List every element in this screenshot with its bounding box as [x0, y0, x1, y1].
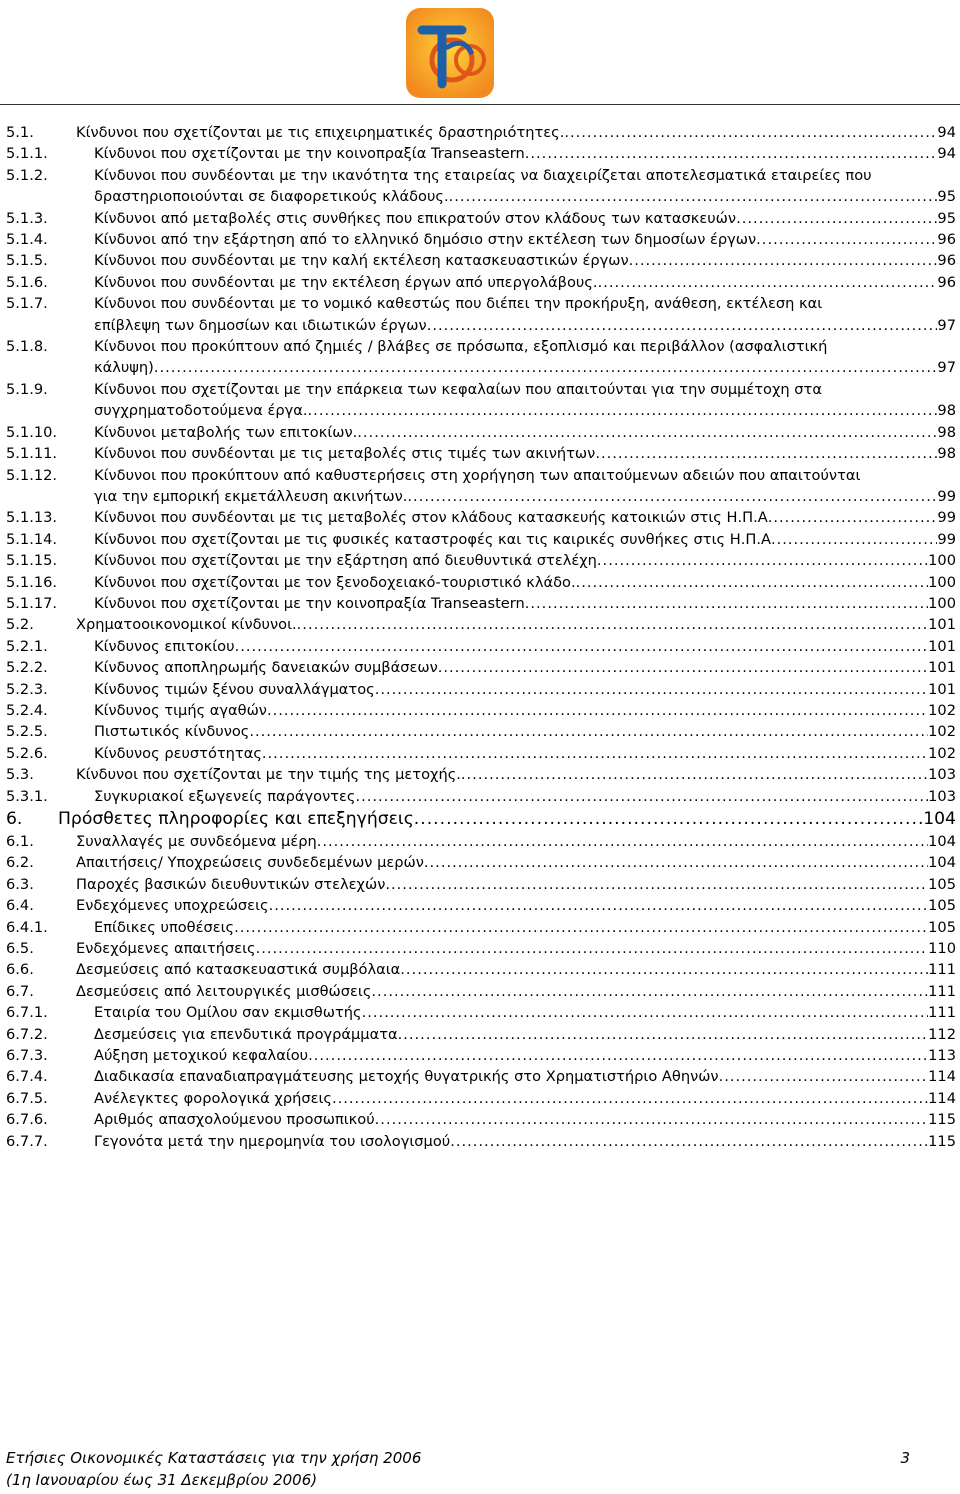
toc-page-number: 103 — [928, 766, 956, 784]
toc-page-number: 97 — [937, 359, 956, 377]
toc-page-number: 98 — [937, 402, 956, 420]
toc-page-number: 102 — [928, 723, 956, 741]
toc-entry[interactable] — [6, 1088, 956, 1109]
dot-leader — [564, 122, 937, 143]
toc-page-number: 104 — [928, 833, 956, 850]
dot-leader — [267, 700, 928, 721]
toc-entry[interactable] — [6, 614, 956, 635]
toc-entry-title: Πιστωτικός κίνδυνος — [94, 723, 250, 741]
dot-leader — [235, 636, 929, 657]
footer-period: (1η Ιανουαρίου έως 31 Δεκεμβρίου 2006) — [6, 1471, 318, 1489]
toc-entry-title: Κίνδυνοι που σχετίζονται με τον ξενοδοχειακό-τουριστικό κλάδο. — [94, 573, 576, 591]
toc-entry[interactable] — [6, 895, 956, 916]
toc-page-number: 102 — [928, 701, 956, 719]
dot-leader — [269, 895, 929, 916]
toc-entry[interactable] — [6, 379, 956, 422]
dot-leader — [371, 981, 928, 1002]
toc-entry-title: Κίνδυνοι που προκύπτουν από ζημιές / βλάβες σε πρόσωπα, εξοπλισμό και περιβάλλον (ασφαλιστική — [94, 338, 828, 356]
toc-entry-title: Κίνδυνοι που σχετίζονται με τις επιχειρηματικές δραστηριότητες. — [76, 124, 565, 141]
toc-entry-title: Παροχές βασικών διευθυντικών στελεχών — [76, 875, 386, 893]
toc-entry-number: 5.1.6. — [6, 273, 48, 291]
toc-entry-number: 6.7. — [6, 982, 34, 1000]
toc-entry-number: 5.2.4. — [6, 701, 48, 719]
toc-entry[interactable] — [6, 272, 956, 293]
toc-entry-number: 5.1.14. — [6, 530, 58, 548]
toc-page-number: 99 — [937, 530, 956, 548]
toc-entry-number: 6.3. — [6, 875, 34, 893]
dot-leader — [424, 852, 928, 873]
toc-entry-number: 5.1.12. — [6, 466, 58, 484]
dot-leader — [756, 229, 937, 250]
toc-entry-number: 5.1.16. — [6, 573, 58, 591]
toc-entry[interactable] — [6, 764, 956, 785]
toc-entry-number: 6.7.2. — [6, 1025, 48, 1043]
dot-leader — [407, 486, 937, 507]
toc-entry[interactable] — [6, 593, 956, 614]
toc-page-number: 105 — [928, 918, 956, 936]
toc-entry-title: Κίνδυνοι που προκύπτουν από καθυστερήσεις στη χορήγηση των απαιτούμενων αδειών που απαιτούνται — [94, 466, 861, 484]
toc-entry-title: δραστηριοποιούνται σε διαφορετικούς κλάδους. — [94, 188, 449, 206]
toc-entry-title: Εταιρία του Ομίλου σαν εκμισθωτής — [94, 1004, 362, 1022]
dot-leader — [525, 143, 938, 164]
toc-entry[interactable] — [6, 938, 956, 959]
toc-entry[interactable] — [6, 529, 956, 550]
toc-entry-number: 5.2.1. — [6, 637, 48, 655]
toc-entry-number: 5.2.2. — [6, 659, 48, 677]
toc-entry[interactable] — [6, 831, 956, 852]
toc-entry-number: 6.4. — [6, 897, 34, 915]
toc-entry[interactable] — [6, 550, 956, 571]
toc-entry-title: επίβλεψη των δημοσίων και ιδιωτικών έργων — [94, 316, 427, 334]
page-number: 3 — [900, 1449, 910, 1467]
toc-entry[interactable] — [6, 229, 956, 250]
toc-entry-title: Κίνδυνοι από μεταβολές στις συνθήκες που επικρατούν στον κλάδους των κατασκευών — [94, 209, 737, 227]
toc-entry-number: 5.1.15. — [6, 552, 58, 570]
toc-entry[interactable] — [6, 507, 956, 528]
dot-leader — [362, 1002, 929, 1023]
toc-entry-title: Κίνδυνοι που σχετίζονται με την εξάρτηση από διευθυντικά στελέχη — [94, 552, 597, 570]
toc-entry-title: Κίνδυνος αποπληρωμής δανειακών συμβάσεων — [94, 659, 438, 677]
toc-entry-number: 6.7.4. — [6, 1068, 48, 1086]
toc-entry[interactable] — [6, 293, 956, 336]
toc-entry[interactable] — [6, 786, 956, 807]
toc-entry-number: 5.2. — [6, 616, 34, 634]
toc-entry-title: συγχρηματοδοτούμενα έργα. — [94, 402, 308, 420]
toc-entry-title: Κίνδυνος τιμών ξένου συναλλάγματος — [94, 680, 375, 698]
table-of-contents — [6, 122, 956, 1152]
dot-leader — [719, 1066, 929, 1087]
toc-entry[interactable] — [6, 165, 956, 208]
toc-entry[interactable] — [6, 807, 956, 831]
toc-entry-number: 5.1.17. — [6, 594, 58, 612]
toc-entry-number: 5.3.1. — [6, 787, 48, 805]
toc-entry-title: Κίνδυνοι που σχετίζονται με την επάρκεια των κεφαλαίων που απαιτούνται για την συμμέτοχη στα — [94, 380, 822, 398]
toc-entry-number: 6.7.5. — [6, 1089, 48, 1107]
page-header — [0, 0, 960, 106]
toc-entry-title: Ενδεχόμενες υποχρεώσεις — [76, 897, 269, 915]
dot-leader — [256, 938, 929, 959]
toc-entry[interactable] — [6, 657, 956, 678]
toc-page-number: 95 — [937, 209, 956, 227]
toc-entry-title: Ανέλεγκτες φορολογικά χρήσεις — [94, 1089, 332, 1107]
dot-leader — [438, 657, 928, 678]
toc-entry-number: 6.4.1. — [6, 918, 48, 936]
toc-entry-title: Πρόσθετες πληροφορίες και επεξηγήσεις — [58, 809, 414, 829]
dot-leader — [398, 1024, 929, 1045]
toc-page-number: 100 — [928, 573, 956, 591]
toc-page-number: 96 — [937, 252, 956, 270]
toc-entry[interactable] — [6, 700, 956, 721]
header-divider — [0, 104, 960, 105]
toc-page-number: 111 — [928, 961, 956, 979]
toc-entry-title: Επίδικες υποθέσεις — [94, 918, 235, 936]
toc-entry[interactable] — [6, 1109, 956, 1130]
toc-entry[interactable] — [6, 1002, 956, 1023]
toc-entry[interactable] — [6, 1024, 956, 1045]
toc-page-number: 105 — [928, 897, 956, 915]
toc-entry-number: 5.3. — [6, 766, 34, 784]
toc-entry-number: 6.7.1. — [6, 1004, 48, 1022]
toc-entry[interactable] — [6, 143, 956, 164]
toc-entry-title: Αριθμός απασχολούμενου προσωπικού — [94, 1111, 375, 1129]
toc-entry-title: Κίνδυνοι που συνδέονται με την εκτέλεση έργων από υπεργολάβους. — [94, 273, 598, 291]
toc-page-number: 110 — [928, 940, 956, 958]
toc-entry[interactable] — [6, 874, 956, 895]
toc-entry-title: Κίνδυνοι από την εξάρτηση από το ελληνικό δημόσιο στην εκτέλεση των δημοσίων έργων — [94, 231, 757, 249]
toc-entry-title: Δεσμεύσεις από κατασκευαστικά συμβόλαια — [76, 961, 401, 979]
toc-entry-number: 5.1.11. — [6, 445, 58, 463]
toc-page-number: 96 — [937, 231, 956, 249]
toc-page-number: 98 — [937, 423, 956, 441]
toc-entry-number: 5.2.5. — [6, 723, 48, 741]
toc-entry-number: 5.1.13. — [6, 509, 58, 527]
toc-entry[interactable] — [6, 721, 956, 742]
toc-entry-title: Κίνδυνος τιμής αγαθών — [94, 701, 267, 719]
dot-leader — [450, 1131, 928, 1152]
toc-page-number: 114 — [928, 1089, 956, 1107]
toc-page-number: 104 — [928, 854, 956, 872]
dot-leader — [297, 614, 928, 635]
dot-leader — [375, 1109, 928, 1130]
toc-entry-title: Δεσμεύσεις από λειτουργικές μισθώσεις — [76, 982, 372, 1000]
toc-entry-title: Κίνδυνοι που σχετίζονται με την κοινοπραξία Transeastern — [94, 594, 525, 612]
toc-page-number: 99 — [937, 509, 956, 527]
toc-entry-title: Κίνδυνοι που συνδέονται με τις μεταβολές στις τιμές των ακινήτων — [94, 445, 596, 463]
toc-page-number: 114 — [928, 1068, 956, 1086]
toc-page-number: 103 — [928, 787, 956, 805]
toc-entry-title: για την εμπορική εκμετάλλευση ακινήτων. — [94, 487, 408, 505]
toc-entry-title: Κίνδυνοι που συνδέονται με την ικανότητα της εταιρείας να διαχειρίζεται αποτελεσματικά εταιρείες που — [94, 166, 872, 184]
dot-leader — [385, 874, 928, 895]
toc-entry-title: Συγκυριακοί εξωγενείς παράγοντες — [94, 787, 356, 805]
toc-page-number: 112 — [928, 1025, 956, 1043]
dot-leader — [357, 422, 937, 443]
toc-entry-number: 5.1.2. — [6, 166, 48, 184]
toc-entry-number: 5.1.5. — [6, 252, 48, 270]
dot-leader — [629, 250, 938, 271]
dot-leader — [449, 186, 938, 207]
toc-entry-title: Κίνδυνοι μεταβολής των επιτοκίων. — [94, 423, 358, 441]
toc-entry-number: 6.6. — [6, 961, 34, 979]
toc-entry[interactable] — [6, 636, 956, 657]
toc-entry-number: 5.1. — [6, 124, 34, 141]
toc-entry-number: 5.1.8. — [6, 338, 48, 356]
toc-entry[interactable] — [6, 743, 956, 764]
toc-entry-title: Ενδεχόμενες απαιτήσεις — [76, 940, 256, 958]
toc-page-number: 104 — [923, 809, 956, 829]
toc-entry[interactable] — [6, 917, 956, 938]
toc-entry-number: 6.1. — [6, 833, 34, 850]
dot-leader — [332, 1088, 928, 1109]
toc-page-number: 94 — [937, 145, 956, 163]
toc-page-number: 101 — [928, 616, 956, 634]
dot-leader — [771, 529, 937, 550]
toc-entry[interactable] — [6, 959, 956, 980]
dot-leader — [768, 507, 938, 528]
toc-page-number: 111 — [928, 982, 956, 1000]
dot-leader — [427, 315, 938, 336]
toc-entry-title: Κίνδυνοι που συνδέονται με τις μεταβολές στον κλάδους κατασκευής κατοικιών στις Η.Π.Α — [94, 509, 768, 527]
toc-entry[interactable] — [6, 336, 956, 379]
dot-leader — [461, 764, 928, 785]
toc-entry-number: 5.1.7. — [6, 295, 48, 313]
toc-entry[interactable] — [6, 250, 956, 271]
toc-entry-number: 5.1.1. — [6, 145, 48, 163]
toc-entry-title: Διαδικασία επαναδιαπραγμάτευσης μετοχής θυγατρικής στο Χρηματιστήριο Αθηνών — [94, 1068, 719, 1086]
toc-entry-number: 6.7.3. — [6, 1047, 48, 1065]
toc-entry-number: 6.5. — [6, 940, 34, 958]
toc-page-number: 115 — [928, 1111, 956, 1129]
toc-entry-title: Κίνδυνοι που σχετίζονται με την τιμής της μετοχής. — [76, 766, 461, 784]
toc-entry-title: Χρηματοοικονομικοί κίνδυνοι. — [76, 616, 297, 634]
toc-entry-number: 6. — [6, 809, 23, 829]
dot-leader — [576, 572, 929, 593]
toc-entry-title: Κίνδυνοι που σχετίζονται με τις φυσικές καταστροφές και τις καιρικές συνθήκες στις Η.Π.Α — [94, 530, 771, 548]
toc-entry-title: Κίνδυνοι που συνδέονται με την καλή εκτέλεση κατασκευαστικών έργων — [94, 252, 629, 270]
toc-entry[interactable] — [6, 852, 956, 873]
toc-entry[interactable] — [6, 981, 956, 1002]
toc-entry[interactable] — [6, 422, 956, 443]
dot-leader — [597, 550, 928, 571]
toc-page-number: 101 — [928, 680, 956, 698]
toc-entry-title: Γεγονότα μετά την ημερομηνία του ισολογισμού — [94, 1132, 451, 1150]
toc-entry-number: 5.1.4. — [6, 231, 48, 249]
toc-entry-title: Κίνδυνος ρευστότητας — [94, 744, 262, 762]
toc-page-number: 102 — [928, 744, 956, 762]
toc-entry-number: 5.1.10. — [6, 423, 58, 441]
toc-page-number: 96 — [937, 273, 956, 291]
toc-entry-title: Απαιτήσεις/ Υποχρεώσεις συνδεδεμένων μερών — [76, 854, 424, 872]
toc-entry-title: Δεσμεύσεις για επενδυτικά προγράμματα — [94, 1025, 398, 1043]
toc-entry-number: 6.7.6. — [6, 1111, 48, 1129]
toc-entry-number: 6.2. — [6, 854, 34, 872]
toc-entry[interactable] — [6, 1045, 956, 1066]
dot-leader — [400, 959, 928, 980]
toc-entry-title: κάλυψη) — [94, 359, 154, 377]
toc-page-number: 99 — [937, 487, 956, 505]
toc-page-number: 95 — [937, 188, 956, 206]
toc-page-number: 101 — [928, 659, 956, 677]
toc-page-number: 111 — [928, 1004, 956, 1022]
dot-leader — [595, 443, 937, 464]
dot-leader — [355, 786, 928, 807]
toc-page-number: 98 — [937, 445, 956, 463]
company-logo-icon — [400, 4, 500, 102]
toc-entry-title: Συναλλαγές με συνδεόμενα μέρη — [76, 833, 317, 850]
toc-entry-number: 5.2.6. — [6, 744, 48, 762]
dot-leader — [154, 357, 938, 378]
dot-leader — [308, 1045, 928, 1066]
toc-entry[interactable] — [6, 443, 956, 464]
toc-entry[interactable] — [6, 465, 956, 508]
toc-entry-number: 5.2.3. — [6, 680, 48, 698]
toc-entry[interactable] — [6, 122, 956, 143]
toc-entry[interactable] — [6, 572, 956, 593]
toc-entry-number: 5.1.3. — [6, 209, 48, 227]
toc-entry[interactable] — [6, 1131, 956, 1152]
toc-page-number: 115 — [928, 1132, 956, 1150]
dot-leader — [308, 400, 938, 421]
dot-leader — [249, 721, 928, 742]
dot-leader — [375, 679, 928, 700]
toc-entry-title: Αύξηση μετοχικού κεφαλαίου — [94, 1047, 309, 1065]
toc-entry[interactable] — [6, 1066, 956, 1087]
toc-entry[interactable] — [6, 208, 956, 229]
toc-entry[interactable] — [6, 679, 956, 700]
dot-leader — [414, 807, 923, 831]
toc-entry-number: 5.1.9. — [6, 380, 48, 398]
toc-page-number: 101 — [928, 637, 956, 655]
toc-page-number: 100 — [928, 594, 956, 612]
dot-leader — [262, 743, 928, 764]
toc-page-number: 94 — [937, 124, 956, 141]
footer-title: Ετήσιες Οικονομικές Καταστάσεις για την χρήση 2006 — [6, 1449, 422, 1467]
page-footer — [6, 1447, 910, 1491]
toc-entry-title: Κίνδυνοι που συνδέονται με το νομικό καθεστώς που διέπει την προκήρυξη, ανάθεση, εκτέλεση και — [94, 295, 823, 313]
dot-leader — [736, 208, 937, 229]
dot-leader — [234, 917, 928, 938]
toc-page-number: 105 — [928, 875, 956, 893]
toc-entry-number: 6.7.7. — [6, 1132, 48, 1150]
toc-entry-title: Κίνδυνος επιτοκίου — [94, 637, 235, 655]
toc-page-number: 97 — [937, 316, 956, 334]
dot-leader — [598, 272, 938, 293]
toc-page-number: 100 — [928, 552, 956, 570]
toc-page-number: 113 — [928, 1047, 956, 1065]
dot-leader — [525, 593, 928, 614]
dot-leader — [317, 831, 928, 852]
toc-entry-title: Κίνδυνοι που σχετίζονται με την κοινοπραξία Transeastern — [94, 145, 525, 163]
